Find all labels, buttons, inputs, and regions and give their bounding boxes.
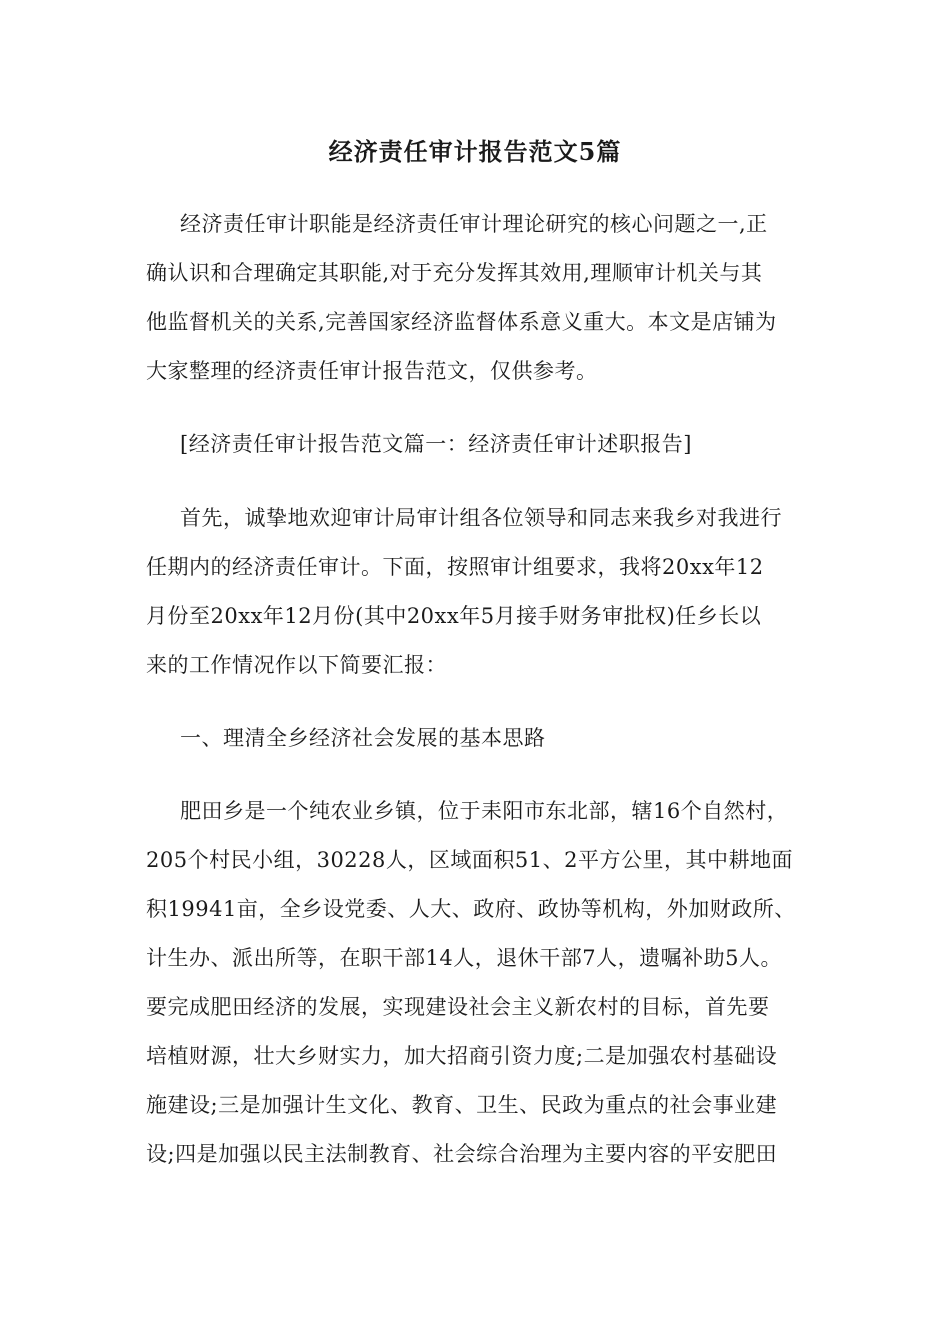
intro-paragraph bbox=[146, 200, 816, 396]
paragraph-1 bbox=[146, 494, 816, 690]
subheading-text: 一、理清全乡经济社会发展的基本思路 bbox=[180, 726, 546, 750]
paragraph-line: 205个村民小组，30228人，区域面积51、2平方公里，其中耕地面 bbox=[146, 848, 793, 872]
paragraph-line: 大家整理的经济责任审计报告范文，仅供参考。 bbox=[146, 359, 598, 383]
paragraph-line: 施建设;三是加强计生文化、教育、卫生、民政为重点的社会事业建 bbox=[146, 1093, 778, 1117]
paragraph-line: 任期内的经济责任审计。下面，按照审计组要求，我将20xx年12 bbox=[146, 555, 764, 579]
paragraph-line: 月份至20xx年12月份(其中20xx年5月接手财务审批权)任乡长以 bbox=[146, 604, 762, 628]
paragraph-line: 首先，诚挚地欢迎审计局审计组各位领导和同志来我乡对我进行 bbox=[180, 506, 782, 530]
paragraph-line: 要完成肥田经济的发展，实现建设社会主义新农村的目标，首先要 bbox=[146, 995, 770, 1019]
paragraph-line: 培植财源，壮大乡财实力，加大招商引资力度;二是加强农村基础设 bbox=[146, 1044, 778, 1068]
paragraph-line: 肥田乡是一个纯农业乡镇，位于耒阳市东北部，辖16个自然村， bbox=[180, 799, 789, 823]
section-heading-text: [经济责任审计报告范文篇一：经济责任审计述职报告] bbox=[180, 432, 692, 456]
document-title: 经济责任审计报告范文5篇 bbox=[328, 137, 622, 166]
paragraph-line: 积19941亩，全乡设党委、人大、政府、政协等机构，外加财政所、 bbox=[146, 897, 796, 921]
paragraph-line: 经济责任审计职能是经济责任审计理论研究的核心问题之一,正 bbox=[180, 212, 768, 236]
paragraph-line: 计生办、派出所等，在职干部14人，退休干部7人，遗嘱补助5人。 bbox=[146, 946, 782, 970]
section-heading bbox=[146, 420, 816, 469]
paragraph-line: 确认识和合理确定其职能,对于充分发挥其效用,理顺审计机关与其 bbox=[146, 261, 763, 285]
paragraph-2 bbox=[146, 787, 816, 1179]
subheading bbox=[146, 714, 816, 763]
paragraph-line: 设;四是加强以民主法制教育、社会综合治理为主要内容的平安肥田 bbox=[146, 1142, 778, 1166]
paragraph-line: 来的工作情况作以下简要汇报： bbox=[146, 653, 447, 677]
paragraph-line: 他监督机关的关系,完善国家经济监督体系意义重大。本文是店铺为 bbox=[146, 310, 777, 334]
